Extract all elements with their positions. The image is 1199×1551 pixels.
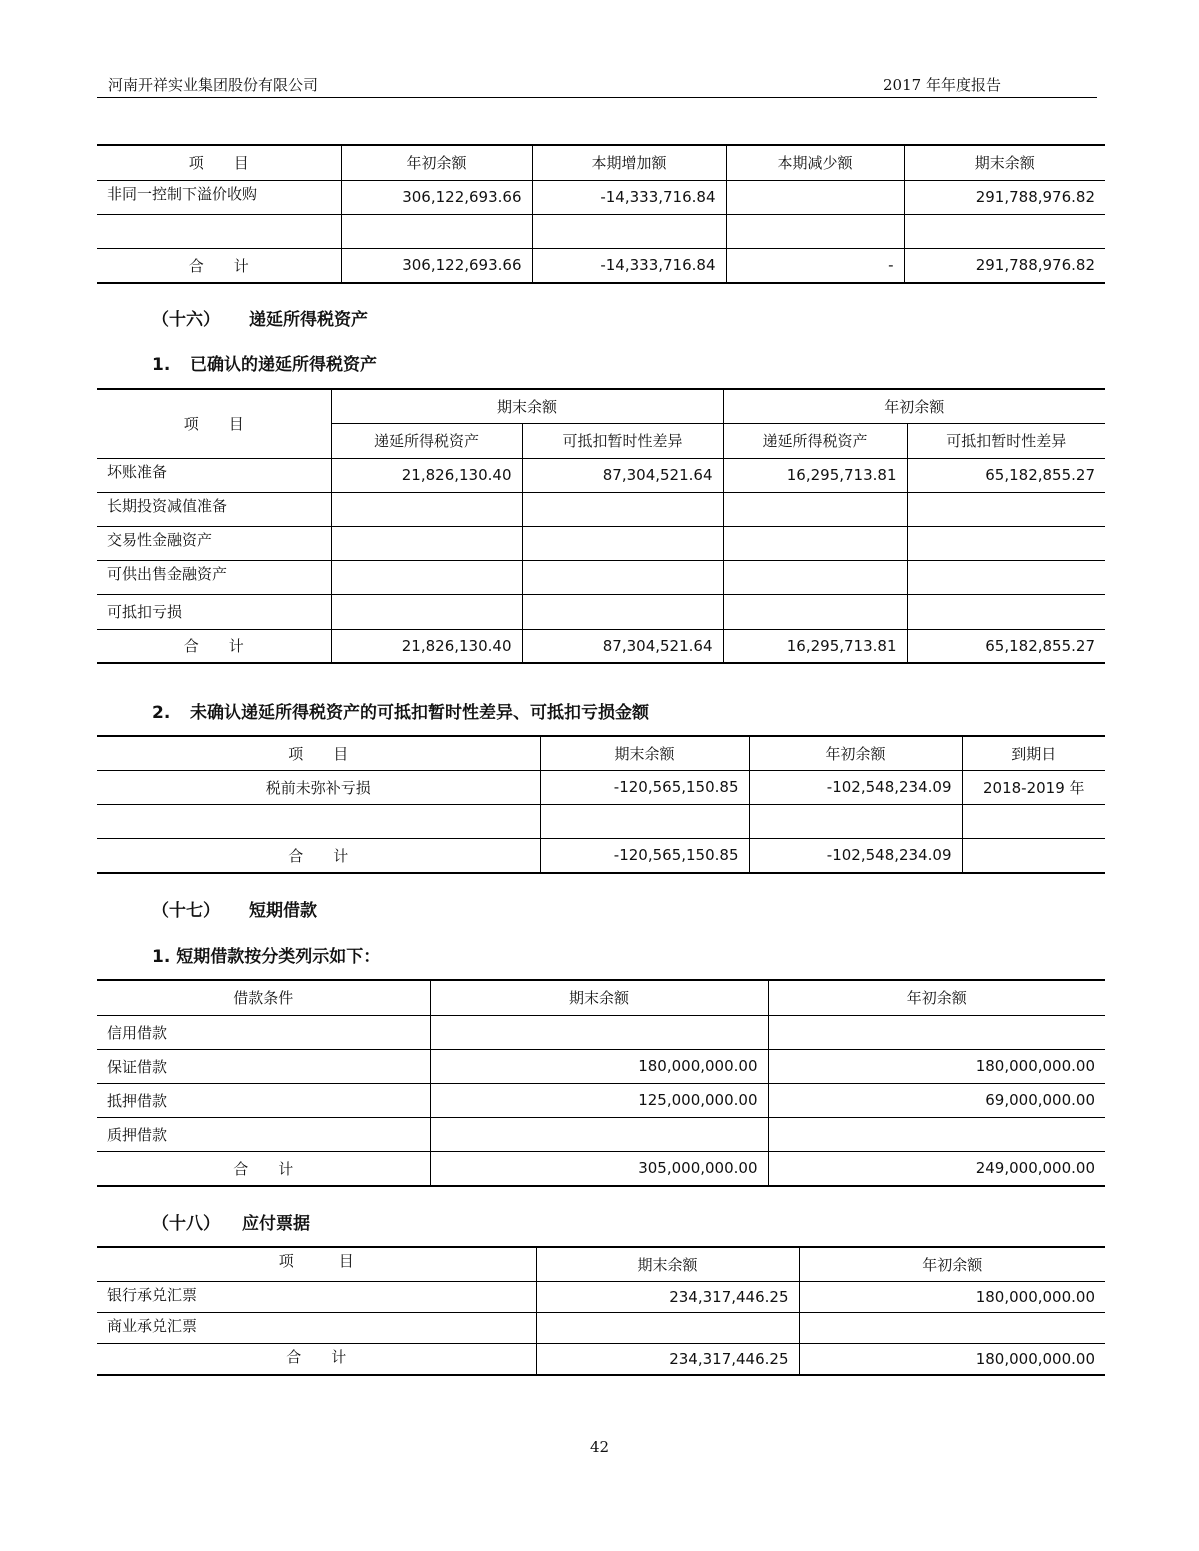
table-total-row [97,1151,1105,1186]
table-row [97,1281,1105,1312]
row-label: 银行承兑汇票 [97,1281,536,1312]
cell [430,1015,768,1049]
cell [962,804,1105,838]
header-cell: 期末余额 [904,145,1105,180]
cell [726,214,904,248]
cell [723,594,907,629]
table-row [97,1015,1105,1049]
row-label: 非同一控制下溢价收购 [97,180,341,214]
cell: -120,565,150.85 [540,838,749,873]
company-name: 河南开祥实业集团股份有限公司 [108,76,319,94]
table-row [97,492,1105,526]
cell: 306,122,693.66 [341,180,532,214]
header-cell: 年初余额 [723,389,1105,423]
table-total-row [97,629,1105,663]
section-number: （十六） [152,310,220,330]
row-label [97,804,540,838]
section-number: （十七） [152,901,220,921]
cell: 306,122,693.66 [341,248,532,283]
cell: 21,826,130.40 [331,629,522,663]
cell [907,560,1105,594]
section-title: 递延所得税资产 [249,310,368,330]
row-label: 抵押借款 [97,1083,430,1117]
cell [536,1312,799,1343]
header-cell: 年初余额 [799,1247,1105,1281]
header-cell: 项 目 [97,389,331,458]
header-cell: 期末余额 [536,1247,799,1281]
cell: 16,295,713.81 [723,629,907,663]
subsection-heading [152,942,380,967]
cell: -14,333,716.84 [532,180,726,214]
row-label [97,214,341,248]
cell [768,1117,1105,1151]
cell [907,594,1105,629]
cell [331,594,522,629]
cell: 180,000,000.00 [799,1343,1105,1375]
section-heading [152,305,368,330]
recognized-dta-table [97,388,1105,664]
table-row [97,1083,1105,1117]
cell: 21,826,130.40 [331,458,522,492]
table-total-row [97,838,1105,873]
cell [723,526,907,560]
header-cell: 递延所得税资产 [331,423,522,458]
row-label: 可抵扣亏损 [97,594,331,629]
cell [768,1015,1105,1049]
table-row [97,560,1105,594]
table-row [97,804,1105,838]
notes-payable-table [97,1246,1105,1376]
cell [723,492,907,526]
table-header-row [97,145,1105,180]
row-label: 税前未弥补亏损 [97,770,540,804]
section-heading [152,1209,310,1234]
cell [907,526,1105,560]
subsection-title: 未确认递延所得税资产的可抵扣暂时性差异、可抵扣亏损金额 [190,703,649,723]
subsection-heading [152,350,377,375]
cell: 87,304,521.64 [522,629,723,663]
header-cell: 本期增加额 [532,145,726,180]
header-cell: 项 目 [97,736,540,770]
page-number: 42 [589,1438,610,1456]
table-row [97,526,1105,560]
cell: -102,548,234.09 [749,838,962,873]
row-label: 坏账准备 [97,458,331,492]
cell: 125,000,000.00 [430,1083,768,1117]
table-header-row [97,1247,1105,1281]
cell: -120,565,150.85 [540,770,749,804]
cell [723,560,907,594]
cell: 305,000,000.00 [430,1151,768,1186]
row-label: 可供出售金融资产 [97,560,331,594]
cell [749,804,962,838]
header-cell: 借款条件 [97,980,430,1015]
header-rule [97,97,1097,98]
row-label: 合 计 [97,838,540,873]
header-cell: 期末余额 [430,980,768,1015]
cell: 291,788,976.82 [904,248,1105,283]
cell: 234,317,446.25 [536,1343,799,1375]
row-label: 合 计 [97,248,341,283]
subsection-number: 1. [152,355,171,375]
header-cell: 期末余额 [540,736,749,770]
cell [522,594,723,629]
section-title: 短期借款 [249,901,317,921]
table-row [97,180,1105,214]
table-row [97,458,1105,492]
table-row [97,594,1105,629]
row-label: 合 计 [97,629,331,663]
table-header-row [97,389,1105,423]
cell: 87,304,521.64 [522,458,723,492]
cell [799,1312,1105,1343]
cell [430,1117,768,1151]
subsection-number: 2. [152,703,171,723]
header-cell: 项 目 [97,145,341,180]
cell: -14,333,716.84 [532,248,726,283]
row-label: 保证借款 [97,1049,430,1083]
cell [907,492,1105,526]
header-cell: 项 目 [97,1247,536,1281]
report-title: 2017 年年度报告 [883,76,1001,94]
table-row [97,770,1105,804]
unrecognized-dta-table [97,735,1105,874]
row-label: 质押借款 [97,1117,430,1151]
row-label: 交易性金融资产 [97,526,331,560]
section-heading [152,896,317,921]
cell [532,214,726,248]
table-row [97,1049,1105,1083]
row-label: 信用借款 [97,1015,430,1049]
cell: 180,000,000.00 [430,1049,768,1083]
header-cell: 本期减少额 [726,145,904,180]
section-number: （十八） [152,1214,220,1234]
cell: 249,000,000.00 [768,1151,1105,1186]
header-cell: 递延所得税资产 [723,423,907,458]
cell: 2018-2019 年 [962,770,1105,804]
table-total-row [97,248,1105,283]
cell: 16,295,713.81 [723,458,907,492]
header-cell: 可抵扣暂时性差异 [907,423,1105,458]
cell: 234,317,446.25 [536,1281,799,1312]
cell: 69,000,000.00 [768,1083,1105,1117]
cell [331,526,522,560]
cell: 65,182,855.27 [907,458,1105,492]
header-cell: 到期日 [962,736,1105,770]
header-cell: 年初余额 [341,145,532,180]
goodwill-table [97,144,1105,284]
subsection-title: 1. 短期借款按分类列示如下： [152,947,381,967]
cell [331,560,522,594]
table-header-row [97,736,1105,770]
cell [522,526,723,560]
cell [904,214,1105,248]
table-row [97,1312,1105,1343]
table-row [97,1117,1105,1151]
cell: -102,548,234.09 [749,770,962,804]
cell: 291,788,976.82 [904,180,1105,214]
cell [726,180,904,214]
table-row [97,214,1105,248]
header-cell: 年初余额 [768,980,1105,1015]
row-label: 合 计 [97,1343,536,1375]
header-cell: 年初余额 [749,736,962,770]
table-total-row [97,1343,1105,1375]
header-cell: 期末余额 [331,389,723,423]
cell: 180,000,000.00 [768,1049,1105,1083]
cell [331,492,522,526]
cell: 65,182,855.27 [907,629,1105,663]
header-cell: 可抵扣暂时性差异 [522,423,723,458]
cell [341,214,532,248]
row-label: 长期投资减值准备 [97,492,331,526]
cell [540,804,749,838]
cell [522,560,723,594]
subsection-title: 已确认的递延所得税资产 [190,355,377,375]
subsection-heading [152,698,649,723]
cell [962,838,1105,873]
section-title: 应付票据 [242,1214,310,1234]
row-label: 合 计 [97,1151,430,1186]
table-header-row [97,980,1105,1015]
cell: 180,000,000.00 [799,1281,1105,1312]
cell: - [726,248,904,283]
cell [522,492,723,526]
row-label: 商业承兑汇票 [97,1312,536,1343]
short-term-loans-table [97,979,1105,1187]
